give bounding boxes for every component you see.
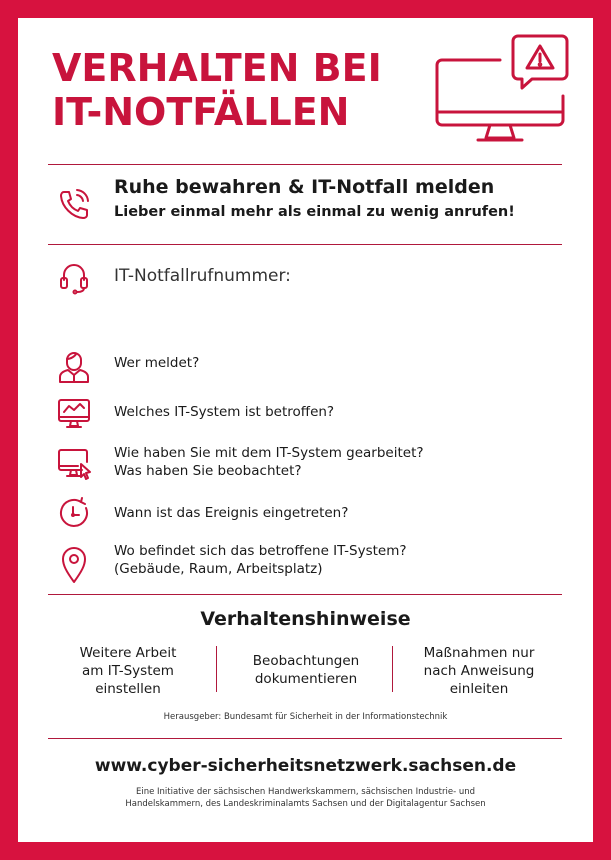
monitor-chart-icon <box>56 396 92 432</box>
website-url: www.cyber-sicherheitsnetzwerk.sachsen.de <box>94 756 517 776</box>
call-heading: Ruhe bewahren & IT-Notfall melden <box>114 176 495 198</box>
behavior-column-3: Maßnahmen nur nach Anweisung einleiten <box>423 645 535 697</box>
divider <box>48 738 562 739</box>
behavior-column-1: Weitere Arbeit am IT-System einstellen <box>79 645 177 697</box>
behavior-column-2: Beobachtungen dokumentieren <box>252 653 360 687</box>
question-when: Wann ist das Ereignis eingetreten? <box>114 505 349 521</box>
question-system: Welches IT-System ist betroffen? <box>114 404 335 420</box>
monitor-warning-icon <box>428 30 570 148</box>
column-separator <box>216 646 217 692</box>
divider <box>48 164 562 165</box>
page-title <box>52 46 382 134</box>
question-how: Wie haben Sie mit dem IT-System gearbeitet? Was haben Sie beobachtet? <box>114 445 424 479</box>
divider <box>48 244 562 245</box>
title-line-1: VERHALTEN BEI <box>52 46 382 90</box>
divider <box>48 594 562 595</box>
monitor-cursor-icon <box>56 446 92 482</box>
question-where: Wo befindet sich das betroffene IT-System? (Gebäude, Raum, Arbeitsplatz) <box>114 543 407 577</box>
clock-icon <box>56 496 92 532</box>
hotline-label: IT-Notfallrufnummer: <box>114 266 291 286</box>
publisher-note: Herausgeber: Bundesamt für Sicherheit in der Informationstechnik <box>163 712 448 722</box>
initiative-note: Eine Initiative der sächsischen Handwerkskammern, sächsischen Industrie- und Handelskammern, des Landeskriminalamts Sachsen und der Digitalagentur Sachsen <box>125 787 486 809</box>
location-pin-icon <box>56 544 92 584</box>
column-separator <box>392 646 393 692</box>
headset-icon <box>56 260 92 296</box>
person-icon <box>56 348 92 384</box>
question-who: Wer meldet? <box>114 355 200 371</box>
phone-icon <box>56 186 92 222</box>
behavior-title: Verhaltenshinweise <box>200 608 411 630</box>
call-subheading: Lieber einmal mehr als einmal zu wenig anrufen! <box>114 204 515 220</box>
flyer-page <box>18 18 593 842</box>
title-line-2: IT-NOTFÄLLEN <box>52 90 350 134</box>
